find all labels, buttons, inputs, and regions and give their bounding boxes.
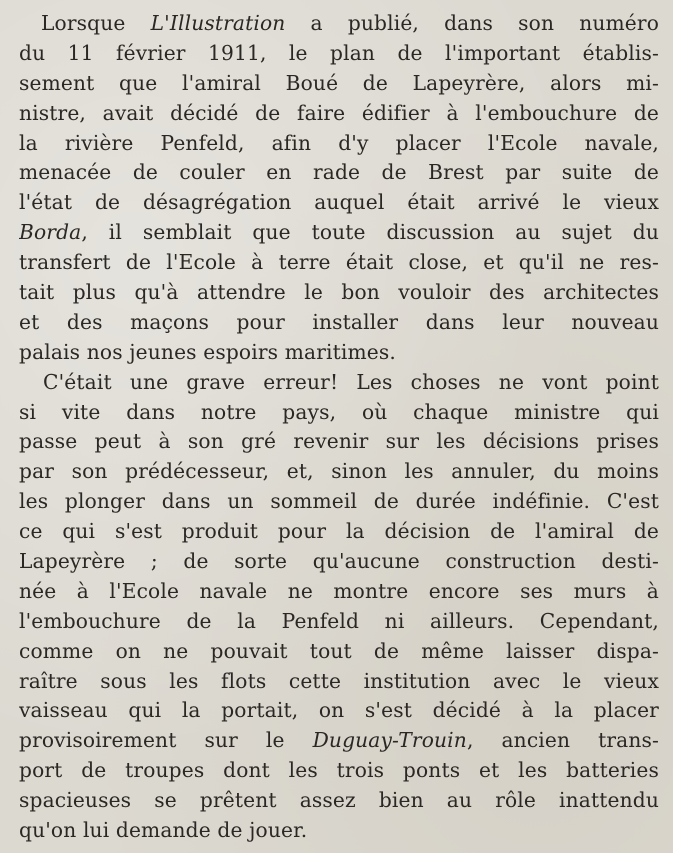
text-line bbox=[19, 816, 659, 846]
text-run: ce qui s'est produit pour la décision de l'amiral de bbox=[19, 519, 659, 544]
text-line bbox=[19, 9, 659, 39]
text-line bbox=[19, 248, 659, 278]
text-run: Lapeyrère ; de sorte qu'aucune construction desti- bbox=[19, 549, 659, 574]
text-run: l'état de désagrégation auquel était arrivé le vieux bbox=[19, 190, 659, 215]
text-line bbox=[19, 667, 659, 697]
text-line bbox=[19, 158, 659, 188]
text-run: nistre, avait décidé de faire édifier à l'embouchure de bbox=[19, 100, 659, 125]
text-line bbox=[19, 218, 659, 248]
italic-text: L'Illustration bbox=[150, 11, 286, 35]
text-line bbox=[19, 696, 659, 726]
text-line bbox=[19, 368, 659, 398]
text-line bbox=[19, 338, 659, 368]
text-run: , ancien trans- bbox=[466, 728, 659, 753]
text-line bbox=[19, 577, 659, 607]
text-line bbox=[19, 756, 659, 786]
text-line bbox=[19, 607, 659, 637]
text-run: les plonger dans un sommeil de durée indéfinie. C'est bbox=[19, 489, 659, 514]
text-run: a publié, dans son numéro bbox=[285, 11, 659, 35]
text-line bbox=[19, 398, 659, 428]
text-run: l'embouchure de la Penfeld ni ailleurs. Cependant, bbox=[19, 608, 659, 633]
text-run: si vite dans notre pays, où chaque ministre qui bbox=[19, 399, 659, 424]
text-run: palais nos jeunes espoirs maritimes. bbox=[19, 339, 396, 364]
text-run: la rivière Penfeld, afin d'y placer l'Ecole navale, bbox=[19, 130, 659, 155]
text-run: du 11 février 1911, le plan de l'important établis- bbox=[19, 40, 659, 65]
text-run: sement que l'amiral Boué de Lapeyrère, alors mi- bbox=[19, 70, 659, 95]
text-line bbox=[19, 487, 659, 517]
text-run: née à l'Ecole navale ne montre encore ses murs à bbox=[19, 578, 659, 603]
text-line bbox=[19, 188, 659, 218]
article-text bbox=[19, 9, 659, 846]
paragraph-1 bbox=[19, 9, 659, 368]
text-line bbox=[19, 129, 659, 159]
text-run: provisoirement sur le bbox=[19, 728, 313, 753]
text-line bbox=[19, 278, 659, 308]
text-line bbox=[19, 547, 659, 577]
text-run: raître sous les flots cette institution avec le vieux bbox=[19, 668, 659, 693]
text-run: spacieuses se prêtent assez bien au rôle inattendu bbox=[19, 788, 659, 813]
text-line bbox=[19, 517, 659, 547]
text-line bbox=[19, 39, 659, 69]
text-line bbox=[19, 99, 659, 129]
text-run: et des maçons pour installer dans leur nouveau bbox=[19, 309, 659, 334]
text-run: port de troupes dont les trois ponts et les batteries bbox=[19, 758, 659, 783]
italic-text: Borda bbox=[19, 220, 82, 245]
text-run: passe peut à son gré revenir sur les décisions prises bbox=[19, 429, 659, 454]
text-run: C'était une grave erreur! Les choses ne vont point bbox=[43, 369, 659, 394]
text-run: transfert de l'Ecole à terre était close, et qu'il ne res- bbox=[19, 250, 659, 275]
text-run: qu'on lui demande de jouer. bbox=[19, 818, 308, 843]
text-run: Lorsque bbox=[41, 11, 151, 35]
text-line bbox=[19, 637, 659, 667]
text-line bbox=[19, 786, 659, 816]
italic-text: Duguay-Trouin bbox=[312, 728, 467, 753]
text-run: par son prédécesseur, et, sinon les annuler, du moins bbox=[19, 459, 659, 484]
text-line bbox=[19, 427, 659, 457]
text-run: vaisseau qui la portait, on s'est décidé à la placer bbox=[19, 698, 659, 723]
text-line bbox=[19, 726, 659, 756]
text-line bbox=[19, 457, 659, 487]
paragraph-2 bbox=[19, 368, 659, 846]
text-run: , il semblait que toute discussion au sujet du bbox=[81, 220, 659, 245]
text-run: tait plus qu'à attendre le bon vouloir des architectes bbox=[19, 280, 659, 305]
text-line bbox=[19, 69, 659, 99]
text-line bbox=[19, 308, 659, 338]
text-run: menacée de couler en rade de Brest par suite de bbox=[19, 160, 659, 185]
text-run: comme on ne pouvait tout de même laisser dispa- bbox=[19, 638, 659, 663]
